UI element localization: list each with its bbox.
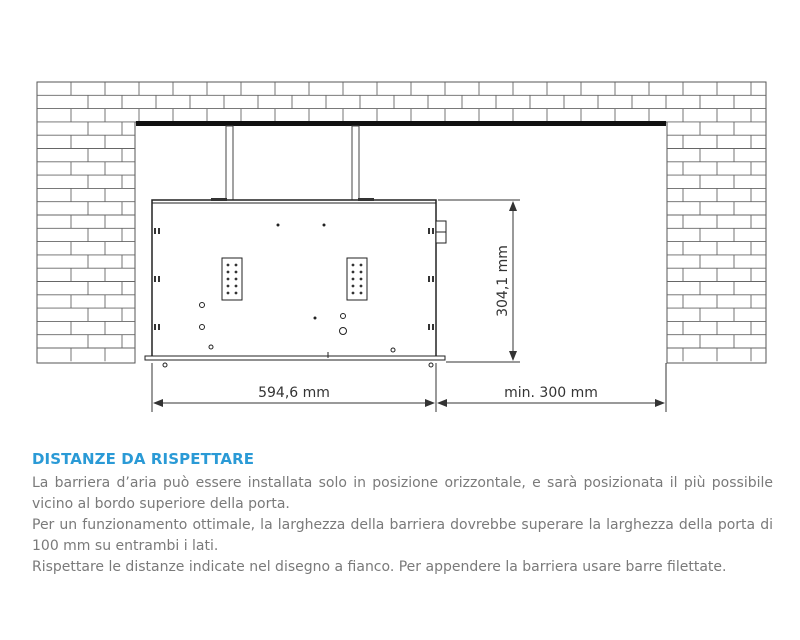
paragraph-width: Per un funzionamento ottimale, la larghezza della barriera dovrebbe superare la larghezza della porta di 100 mm su entrambi i lati. (32, 517, 773, 554)
height-dimension-label: 304,1 mm (495, 245, 511, 317)
ceiling-rail (136, 121, 666, 126)
section-title: DISTANZE DA RISPETTARE (32, 450, 255, 468)
paragraph-orientation: La barriera d’aria può essere installata solo in posizione orizzontale, e sarà posizionata il più possibile vicino al bordo superiore della porta. (32, 475, 773, 512)
width-dimension-label: 594,6 mm (258, 385, 330, 401)
air-curtain-unit (145, 198, 446, 367)
clearance-dimension-label: min. 300 mm (504, 385, 598, 401)
paragraph-distances: Rispettare le distanze indicate nel disegno a fianco. Per appendere la barriera usare barre filettate. (32, 559, 727, 575)
